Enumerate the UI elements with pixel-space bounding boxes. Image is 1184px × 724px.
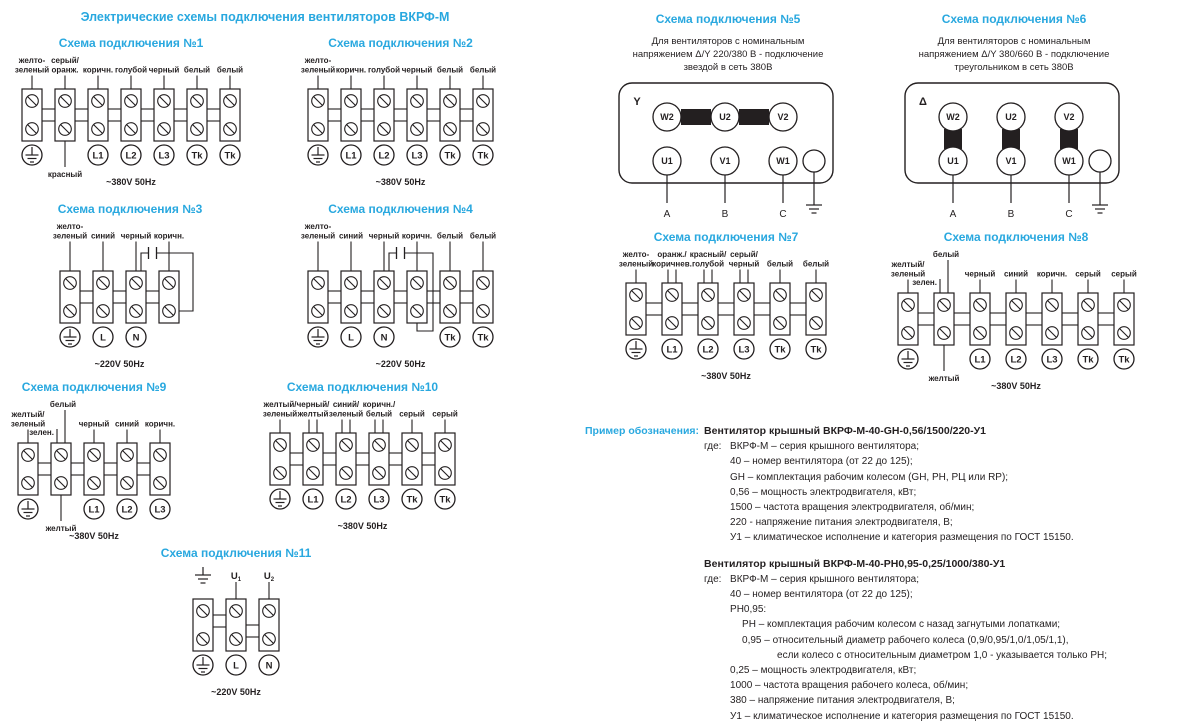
example-line	[704, 572, 1181, 587]
svg-text:Tk: Tk	[444, 150, 456, 162]
svg-text:белый: белый	[365, 409, 393, 419]
svg-text:желто-: желто-	[18, 56, 46, 65]
svg-text:серый/: серый/	[730, 250, 758, 259]
svg-text:коричн.: коричн.	[335, 65, 367, 75]
example-line-text: 40 – номер вентилятора (от 22 до 125);	[730, 456, 913, 468]
scheme-6-diagram	[878, 77, 1150, 225]
example-block-2	[704, 557, 1181, 724]
svg-text:Tk: Tk	[477, 332, 489, 344]
svg-text:серый/: серый/	[51, 56, 79, 65]
scheme-5-description	[592, 35, 864, 74]
svg-text:N: N	[132, 332, 139, 344]
svg-text:оранж./: оранж./	[657, 250, 687, 259]
example-line	[704, 515, 1181, 530]
svg-text:L: L	[99, 332, 106, 344]
svg-text:U1: U1	[947, 156, 959, 167]
svg-text:желтый: желтый	[45, 524, 77, 533]
svg-text:синий: синий	[338, 231, 364, 241]
svg-text:W1: W1	[776, 156, 790, 167]
scheme-8	[880, 230, 1152, 399]
svg-text:L2: L2	[125, 150, 137, 162]
scheme-6-description	[878, 35, 1150, 74]
svg-text:V1: V1	[1005, 156, 1017, 167]
scheme-2-title: Схема подключения №2	[328, 36, 473, 50]
svg-text:желто-: желто-	[622, 250, 650, 259]
svg-text:A: A	[663, 209, 671, 220]
scheme-10	[252, 380, 473, 539]
example-label: Пример обозначения:	[585, 425, 700, 437]
svg-text:черный: черный	[368, 231, 400, 241]
svg-text:Tk: Tk	[477, 150, 489, 162]
scheme-6	[878, 12, 1150, 225]
example-line-text: У1 – климатическое исполнение и категория размещения по ГОСТ 15150.	[730, 532, 1074, 544]
svg-text:V2: V2	[1063, 112, 1075, 123]
scheme-6-title: Схема подключения №6	[941, 12, 1087, 26]
svg-text:L2: L2	[378, 150, 390, 162]
svg-text:коричн.: коричн.	[82, 65, 114, 75]
scheme-9-diagram	[0, 397, 188, 549]
scheme-description-line: напряжением Δ/Y 380/660 В - подключение	[918, 49, 1110, 60]
svg-text:N: N	[265, 660, 273, 672]
svg-text:L3: L3	[158, 150, 170, 162]
example-line-text: 380 – напряжение питания электродвигателя, В;	[730, 695, 955, 707]
example-line	[704, 648, 1181, 663]
svg-text:B: B	[1007, 209, 1015, 220]
svg-text:L1: L1	[666, 344, 678, 356]
svg-text:черный: черный	[964, 269, 996, 279]
svg-text:серый: серый	[1075, 269, 1101, 279]
svg-text:Tk: Tk	[439, 494, 451, 506]
example-where-label: где:	[704, 573, 722, 585]
svg-text:C: C	[779, 209, 787, 220]
scheme-description-line: напряжением Δ/Y 220/380 В - подключение	[632, 49, 824, 60]
scheme-10-diagram	[252, 397, 473, 539]
svg-text:U2: $U_2$	[263, 571, 275, 583]
scheme-description-line: звездой в сеть 380В	[683, 62, 773, 73]
svg-text:W1: W1	[1062, 156, 1076, 167]
example-where-label: где:	[704, 441, 722, 453]
svg-text:U2: U2	[719, 112, 731, 123]
svg-text:коричн.: коричн.	[153, 231, 184, 241]
svg-text:Tk: Tk	[444, 332, 456, 344]
svg-text:черный: черный	[120, 231, 151, 241]
svg-text:белый: белый	[436, 65, 464, 75]
svg-text:Tk: Tk	[810, 344, 822, 356]
svg-text:серый: серый	[1111, 269, 1137, 279]
example-line	[704, 439, 1181, 454]
scheme-1	[4, 36, 258, 195]
svg-text:L3: L3	[1046, 354, 1058, 366]
svg-text:U2: U2	[1005, 112, 1017, 123]
svg-text:белый: белый	[469, 65, 497, 75]
example-line	[704, 709, 1181, 724]
svg-text:L1: L1	[88, 504, 100, 516]
svg-text:белый: белый	[469, 231, 497, 241]
example-line	[704, 678, 1181, 693]
svg-text:зеленый: зеленый	[262, 409, 298, 419]
svg-text:белый: белый	[766, 259, 794, 269]
scheme-11-title: Схема подключения №11	[160, 546, 312, 560]
example-line-text: 40 – номер вентилятора (от 22 до 125);	[730, 589, 913, 601]
svg-text:L1: L1	[974, 354, 986, 366]
svg-text:Tk: Tk	[406, 494, 418, 506]
svg-text:желтый/: желтый/	[11, 410, 45, 419]
svg-text:зеленый: зеленый	[328, 409, 364, 419]
example-line	[704, 633, 1181, 648]
svg-text:Tk: Tk	[191, 150, 203, 162]
svg-text:Tk: Tk	[1118, 354, 1130, 366]
svg-text:L1: L1	[307, 494, 319, 506]
svg-text:Tk: Tk	[224, 150, 236, 162]
example-line-text: 220 - напряжение питания электродвигателя, В;	[730, 517, 953, 529]
svg-text:~380V 50Hz: ~380V 50Hz	[69, 531, 119, 541]
example-line-text: 0,25 – мощность электродвигателя, кВт;	[730, 665, 917, 677]
page-title: Электрические схемы подключения вентиляторов ВКРФ-М	[80, 10, 450, 24]
scheme-11-diagram	[146, 563, 326, 705]
svg-text:A: A	[949, 209, 957, 220]
svg-text:синий: синий	[114, 419, 140, 429]
svg-text:~380V 50Hz: ~380V 50Hz	[375, 177, 426, 187]
example-line	[704, 500, 1181, 515]
svg-text:черный: черный	[148, 65, 180, 75]
scheme-5-diagram	[592, 77, 864, 225]
example-line-text: 1500 – частота вращения электродвигателя, об/мин;	[730, 502, 975, 514]
svg-text:серый: серый	[432, 409, 458, 419]
scheme-4	[290, 202, 511, 377]
svg-text:белый: белый	[802, 259, 830, 269]
scheme-4-diagram	[290, 219, 511, 377]
svg-text:L1: L1	[92, 150, 104, 162]
svg-text:зеленый: зеленый	[890, 269, 926, 279]
scheme-2-diagram	[290, 53, 511, 195]
scheme-8-diagram	[880, 247, 1152, 399]
svg-text:желтый: желтый	[297, 409, 329, 419]
svg-text:белый: белый	[216, 65, 244, 75]
svg-text:черный: черный	[78, 419, 110, 429]
svg-text:L3: L3	[154, 504, 166, 516]
scheme-4-title: Схема подключения №4	[328, 202, 473, 216]
svg-text:голубой: голубой	[691, 259, 725, 269]
svg-text:желтый/: желтый/	[891, 260, 925, 269]
scheme-1-title: Схема подключения №1	[58, 36, 204, 50]
example-line	[704, 693, 1181, 708]
svg-text:L3: L3	[411, 150, 423, 162]
example-block-1	[704, 424, 1181, 546]
svg-text:L3: L3	[738, 344, 750, 356]
svg-text:V2: V2	[777, 112, 789, 123]
scheme-3-diagram	[35, 219, 225, 377]
svg-text:Δ: Δ	[919, 96, 927, 108]
designation-example	[585, 424, 1181, 724]
example-line	[704, 530, 1181, 545]
svg-text:коричн.: коричн.	[144, 419, 176, 429]
svg-text:B: B	[721, 209, 729, 220]
scheme-8-title: Схема подключения №8	[943, 230, 1089, 244]
example-title: Вентилятор крышный ВКРФ-М-40-РН0,95-0,25/1000/380-У1	[704, 557, 1006, 570]
svg-text:синий: синий	[1003, 269, 1029, 279]
svg-text:L: L	[348, 332, 354, 344]
scheme-9	[0, 380, 188, 549]
example-line	[704, 602, 1181, 617]
svg-text:L3: L3	[373, 494, 385, 506]
svg-text:белый: белый	[436, 231, 464, 241]
svg-text:желто-: желто-	[56, 222, 83, 231]
svg-text:Tk: Tk	[1082, 354, 1094, 366]
svg-text:черный: черный	[401, 65, 433, 75]
scheme-1-diagram	[4, 53, 258, 195]
svg-text:L2: L2	[121, 504, 133, 516]
svg-text:желтый/: желтый/	[263, 400, 297, 409]
scheme-description-line: треугольником в сеть 380В	[954, 62, 1074, 73]
example-line-text: если колесо с относительным диаметром 1,0 - указывается только РН;	[777, 649, 1107, 661]
svg-text:черный: черный	[728, 259, 760, 269]
example-content	[704, 424, 1181, 724]
svg-text:зеленый: зеленый	[618, 259, 654, 269]
svg-text:коричн.: коричн.	[401, 231, 433, 241]
scheme-3-title: Схема подключения №3	[57, 202, 203, 216]
svg-text:зелен.: зелен.	[912, 278, 937, 287]
svg-text:зеленый: зеленый	[14, 65, 50, 75]
example-title: Вентилятор крышный ВКРФ-М-40-GH-0,56/1500/220-У1	[704, 425, 987, 437]
svg-text:L2: L2	[702, 344, 714, 356]
example-line	[704, 587, 1181, 602]
svg-text:коричн./: коричн./	[362, 400, 396, 409]
svg-text:белый: белый	[183, 65, 211, 75]
example-line	[704, 663, 1181, 678]
svg-text:Tk: Tk	[774, 344, 786, 356]
scheme-7-title: Схема подключения №7	[653, 230, 799, 244]
scheme-2	[290, 36, 511, 195]
svg-text:L1: L1	[345, 150, 357, 162]
svg-text:~380V 50Hz: ~380V 50Hz	[991, 381, 1041, 391]
example-line-text: ВКРФ-М – серия крышного вентилятора;	[730, 573, 919, 585]
svg-text:белый: белый	[932, 250, 960, 259]
svg-text:красный/: красный/	[689, 250, 727, 259]
svg-text:~220V 50Hz: ~220V 50Hz	[211, 687, 261, 697]
svg-text:W2: W2	[946, 112, 960, 123]
svg-text:зеленый: зеленый	[10, 419, 46, 429]
svg-text:желто-: желто-	[304, 222, 332, 231]
svg-text:желтый: желтый	[928, 374, 960, 383]
svg-text:U1: U1	[661, 156, 673, 167]
svg-text:зеленый: зеленый	[52, 231, 87, 241]
svg-text:серый: серый	[399, 409, 425, 419]
svg-text:~220V 50Hz: ~220V 50Hz	[375, 359, 426, 369]
svg-text:оранж.: оранж.	[51, 65, 79, 75]
scheme-description-line: Для вентиляторов с номинальным	[937, 36, 1091, 47]
example-line	[704, 617, 1181, 632]
svg-text:зелен.: зелен.	[29, 428, 54, 437]
example-line	[704, 485, 1181, 500]
svg-text:~380V 50Hz: ~380V 50Hz	[337, 521, 388, 531]
svg-text:желто-: желто-	[304, 56, 332, 65]
svg-text:L2: L2	[1010, 354, 1022, 366]
svg-text:W2: W2	[660, 112, 674, 123]
svg-text:Y: Y	[633, 96, 641, 108]
svg-text:зеленый: зеленый	[300, 231, 336, 241]
example-line-text: РН – комплектация рабочим колесом с назад загнутыми лопатками;	[742, 619, 1061, 631]
example-line-text: 0,95 – относительный диаметр рабочего колеса (0,9/0,95/1,0/1,05/1,1),	[742, 634, 1069, 646]
svg-text:C: C	[1065, 209, 1073, 220]
svg-text:~380V 50Hz: ~380V 50Hz	[701, 371, 751, 381]
example-line-text: 0,56 – мощность электродвигателя, кВт;	[730, 486, 917, 498]
svg-text:~220V 50Hz: ~220V 50Hz	[94, 359, 144, 369]
svg-text:синий/: синий/	[332, 400, 360, 409]
svg-text:голубой: голубой	[367, 65, 401, 75]
svg-text:красный: красный	[47, 170, 83, 179]
svg-text:коричн.: коричн.	[1036, 269, 1068, 279]
svg-text:белый: белый	[49, 400, 77, 409]
scheme-11	[146, 546, 326, 705]
svg-text:синий: синий	[90, 231, 115, 241]
example-line-text: РН0,95:	[730, 604, 767, 616]
svg-text:L: L	[233, 660, 239, 672]
example-line-text: ВКРФ-М – серия крышного вентилятора;	[730, 441, 919, 453]
example-line-text: 1000 – частота вращения рабочего колеса, об/мин;	[730, 680, 969, 692]
svg-text:L2: L2	[340, 494, 352, 506]
scheme-5	[592, 12, 864, 225]
scheme-7-diagram	[606, 247, 846, 389]
svg-text:черный/: черный/	[296, 400, 330, 409]
svg-text:зеленый: зеленый	[300, 65, 336, 75]
svg-text:голубой: голубой	[114, 65, 148, 75]
example-line-text: У1 – климатическое исполнение и категория размещения по ГОСТ 15150.	[730, 710, 1074, 722]
scheme-5-title: Схема подключения №5	[655, 12, 801, 26]
scheme-3	[35, 202, 225, 377]
svg-text:N: N	[380, 332, 388, 344]
svg-text:V1: V1	[719, 156, 731, 167]
scheme-description-line: Для вентиляторов с номинальным	[651, 36, 805, 47]
scheme-10-title: Схема подключения №10	[286, 380, 439, 394]
svg-text:коричнев.: коричнев.	[652, 259, 692, 269]
example-line-text: GH – комплектация рабочим колесом (GH, РН, РЦ или RP);	[730, 471, 1009, 483]
example-line	[704, 454, 1181, 469]
svg-text:~380V 50Hz: ~380V 50Hz	[106, 177, 156, 187]
scheme-9-title: Схема подключения №9	[21, 380, 167, 394]
svg-text:U1: $U_1$	[230, 571, 242, 583]
scheme-7	[606, 230, 846, 389]
example-line	[704, 470, 1181, 485]
